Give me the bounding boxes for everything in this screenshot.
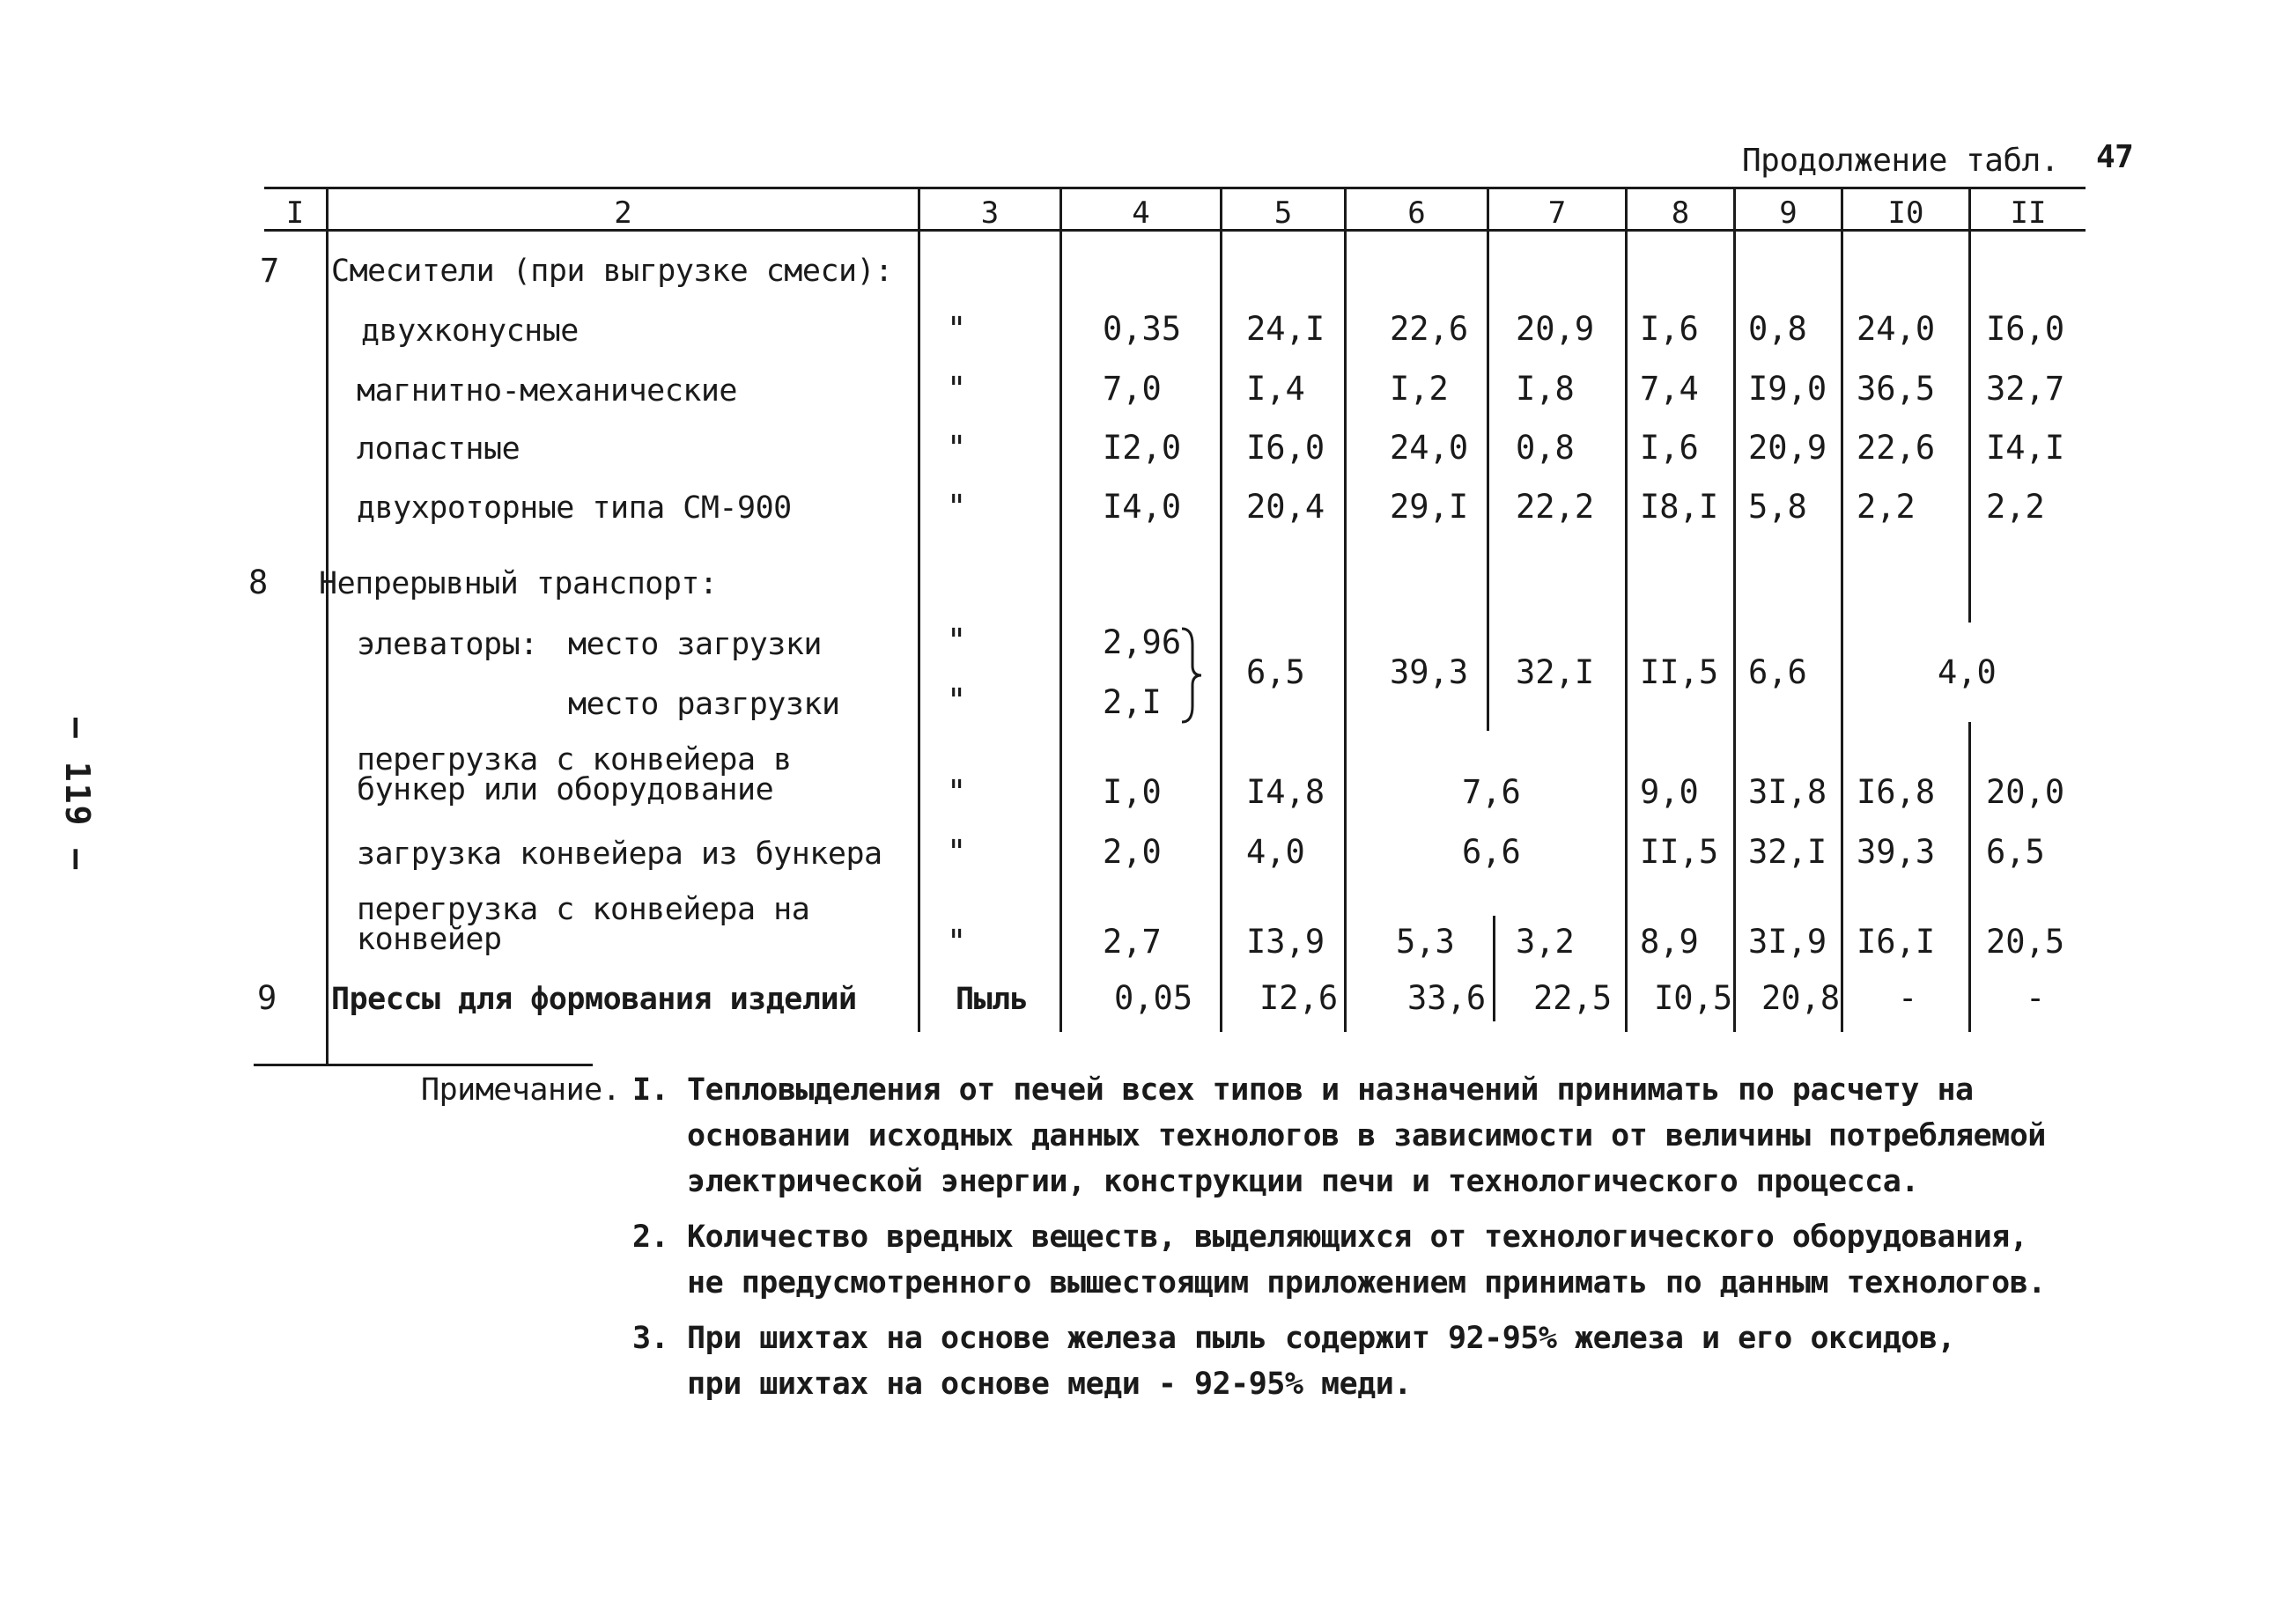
cell-col-5: I6,0 — [1246, 429, 1325, 467]
cell-col-8: II,5 — [1640, 833, 1719, 871]
cell-col-5: I,4 — [1246, 370, 1305, 408]
elevators-unload-place: место разгрузки — [568, 687, 840, 722]
cell-col-10: 2,2 — [1857, 488, 1916, 526]
col-line-5-6 — [1344, 187, 1347, 1032]
cell-col-8: 9,0 — [1640, 773, 1699, 811]
col-line-3-4 — [1059, 187, 1062, 1032]
row-name-line-1: перегрузка с конвейера на — [357, 892, 810, 927]
cell-col-10: 36,5 — [1857, 370, 1936, 408]
note-line: Тепловыделения от печей всех типов и назначений принимать по расчету на — [687, 1072, 1974, 1108]
cell-col-5: 6,5 — [1246, 653, 1305, 691]
cell-col-10: 24,0 — [1857, 310, 1936, 348]
cell-col-5: I4,8 — [1246, 773, 1325, 811]
cell-col-10: I6,8 — [1857, 773, 1936, 811]
section-number: 8 — [248, 564, 269, 601]
header-col-6: 6 — [1407, 195, 1426, 231]
cell-col-6: 24,0 — [1390, 429, 1469, 467]
unit-ditto: " — [947, 310, 967, 348]
col-line-10-11b — [1968, 722, 1971, 1032]
cell-col-4: I,0 — [1103, 773, 1162, 811]
cell-col-7: 0,8 — [1516, 429, 1575, 467]
cell-col-11: 6,5 — [1986, 833, 2045, 871]
section-number: 9 — [257, 979, 277, 1017]
col-line-6-7a — [1487, 187, 1489, 731]
unit-ditto: " — [947, 773, 967, 811]
cell-col-7: 20,9 — [1516, 310, 1595, 348]
cell-col-7: 3,2 — [1516, 923, 1575, 961]
cell-col-6: 39,3 — [1390, 653, 1469, 691]
col-line-1-2 — [326, 187, 329, 1064]
col-line-7-8 — [1625, 187, 1628, 1032]
col-line-8-9 — [1733, 187, 1736, 1032]
cell-col-9: 3I,8 — [1748, 773, 1827, 811]
cell-col-7: 32,I — [1516, 653, 1595, 691]
cell-col-6: 5,3 — [1396, 923, 1455, 961]
row-name: двухконусные — [361, 313, 579, 349]
side-page-number: — 119 — — [58, 718, 97, 872]
row-name-line-1: загрузка конвейера из бункера — [357, 836, 882, 872]
cell-col-11: 20,5 — [1986, 923, 2065, 961]
cell-col-7: 22,2 — [1516, 488, 1595, 526]
cell-col-4: 2,0 — [1103, 833, 1162, 871]
header-col-7: 7 — [1547, 195, 1567, 231]
table-number: 47 — [2096, 139, 2134, 175]
unit-ditto: " — [947, 429, 967, 467]
col-line-10-11a — [1968, 187, 1971, 623]
header-col-11: II — [2010, 195, 2047, 231]
cell-col-6-7: 6,6 — [1462, 833, 1521, 871]
header-col-5: 5 — [1274, 195, 1293, 231]
col-line-6-7b — [1493, 916, 1495, 1021]
cell-col-11: 20,0 — [1986, 773, 2065, 811]
cell-col-4: 2,7 — [1103, 923, 1162, 961]
cell-col-9: 0,8 — [1748, 310, 1807, 348]
cell-col-10-11: 4,0 — [1938, 653, 1997, 691]
cell-col-5: I3,9 — [1246, 923, 1325, 961]
table-bottom-rule — [254, 1064, 593, 1066]
cell-col-4: I4,0 — [1103, 488, 1182, 526]
cell-col-9: 3I,9 — [1748, 923, 1827, 961]
header-col-9: 9 — [1779, 195, 1798, 231]
note-number: 2. — [632, 1220, 669, 1255]
section-title: Смесители (при выгрузке смеси): — [331, 254, 893, 289]
row-name-line-2: бункер или оборудование — [357, 772, 774, 807]
header-col-2: 2 — [614, 195, 632, 231]
cell-col-10: - — [1898, 979, 1918, 1017]
cell-col-6: I,2 — [1390, 370, 1449, 408]
unit-ditto: " — [947, 833, 967, 871]
cell-col-5: 24,I — [1246, 310, 1325, 348]
cell-col-8: I0,5 — [1654, 979, 1733, 1017]
cell-col-8: 7,4 — [1640, 370, 1699, 408]
cell-col-5: 20,4 — [1246, 488, 1325, 526]
row-name: двухроторные типа СМ-900 — [357, 490, 792, 526]
note-line: При шихтах на основе железа пыль содержит 92-95% железа и его оксидов, — [687, 1321, 1956, 1356]
unit-ditto: " — [947, 622, 967, 659]
cell-col-9: 20,8 — [1761, 979, 1841, 1017]
cell-col-9: 20,9 — [1748, 429, 1827, 467]
header-col-4: 4 — [1132, 195, 1150, 231]
cell-col-5: 4,0 — [1246, 833, 1305, 871]
cell-col-8: 8,9 — [1640, 923, 1699, 961]
cell-col-11: - — [2026, 979, 2046, 1017]
table-continuation-caption: Продолжение табл. — [1742, 143, 2059, 179]
right-brace-icon — [1178, 627, 1205, 724]
note-line: Количество вредных веществ, выделяющихся от технологического оборудования, — [687, 1220, 2028, 1255]
cell-col-8: I,6 — [1640, 429, 1699, 467]
note-number: I. — [632, 1072, 669, 1108]
note-line: не предусмотренного вышестоящим приложением принимать по данным технологов. — [687, 1265, 2046, 1301]
unit-ditto: " — [947, 682, 967, 719]
col-line-2-3 — [918, 187, 920, 1032]
unit-ditto: " — [947, 923, 967, 961]
header-col-1: I — [285, 195, 305, 231]
cell-col-8: I,6 — [1640, 310, 1699, 348]
cell-col-6: 29,I — [1390, 488, 1469, 526]
cell-col-6: 22,6 — [1390, 310, 1469, 348]
elevators-load-place: место загрузки — [568, 627, 823, 662]
note-line: основании исходных данных технологов в зависимости от величины потребляемой — [687, 1118, 2046, 1153]
cell-col-9: 6,6 — [1748, 653, 1807, 691]
header-col-8: 8 — [1671, 195, 1690, 231]
row-name: лопастные — [357, 431, 520, 467]
cell-col-10: 22,6 — [1857, 429, 1936, 467]
notes-label: Примечание. — [421, 1072, 621, 1108]
cell-col-11: 2,2 — [1986, 488, 2045, 526]
cell-col-4: 0,35 — [1103, 310, 1182, 348]
header-col-3: 3 — [980, 195, 1000, 231]
cell-col-9: 32,I — [1748, 833, 1827, 871]
section-number: 7 — [260, 252, 280, 290]
cell-col-4: 0,05 — [1114, 979, 1193, 1017]
note-line: электрической энергии, конструкции печи и технологического процесса. — [687, 1164, 1919, 1199]
cell-col-4: 7,0 — [1103, 370, 1162, 408]
col-line-4-5 — [1220, 187, 1222, 1032]
cell-col-11: I4,I — [1986, 429, 2065, 467]
cell-col-9: I9,0 — [1748, 370, 1827, 408]
cell-col-8: I8,I — [1640, 488, 1719, 526]
cell-col-5: I2,6 — [1259, 979, 1339, 1017]
cell-col-6-7: 7,6 — [1462, 773, 1521, 811]
cell-col-7: I,8 — [1516, 370, 1575, 408]
table-top-rule — [264, 187, 2086, 189]
unit-ditto: " — [947, 488, 967, 526]
cell-col-8: II,5 — [1640, 653, 1719, 691]
section-title: Непрерывный транспорт: — [319, 566, 718, 601]
cell-col-11: 32,7 — [1986, 370, 2065, 408]
section-title: Прессы для формования изделий — [331, 982, 857, 1017]
row-name: магнитно-механические — [357, 373, 738, 409]
cell-col-11: I6,0 — [1986, 310, 2065, 348]
cell-col-10: I6,I — [1857, 923, 1936, 961]
note-number: 3. — [632, 1321, 669, 1356]
cell-col-10: 39,3 — [1857, 833, 1936, 871]
unit-dust: Пыль — [956, 982, 1029, 1017]
header-col-10: I0 — [1887, 195, 1924, 231]
cell-col-4-load: 2,96 — [1103, 623, 1182, 661]
cell-col-4-unload: 2,I — [1103, 683, 1162, 721]
unit-ditto: " — [947, 370, 967, 408]
cell-col-7: 22,5 — [1533, 979, 1613, 1017]
note-line: при шихтах на основе меди - 92-95% меди. — [687, 1367, 1412, 1402]
col-line-9-10 — [1841, 187, 1843, 1032]
cell-col-4: I2,0 — [1103, 429, 1182, 467]
row-name-line-2: конвейер — [357, 922, 502, 957]
cell-col-6: 33,6 — [1407, 979, 1487, 1017]
cell-col-9: 5,8 — [1748, 488, 1807, 526]
row-name-line-1: перегрузка с конвейера в — [357, 742, 792, 777]
elevators-label: элеваторы: — [357, 627, 538, 662]
